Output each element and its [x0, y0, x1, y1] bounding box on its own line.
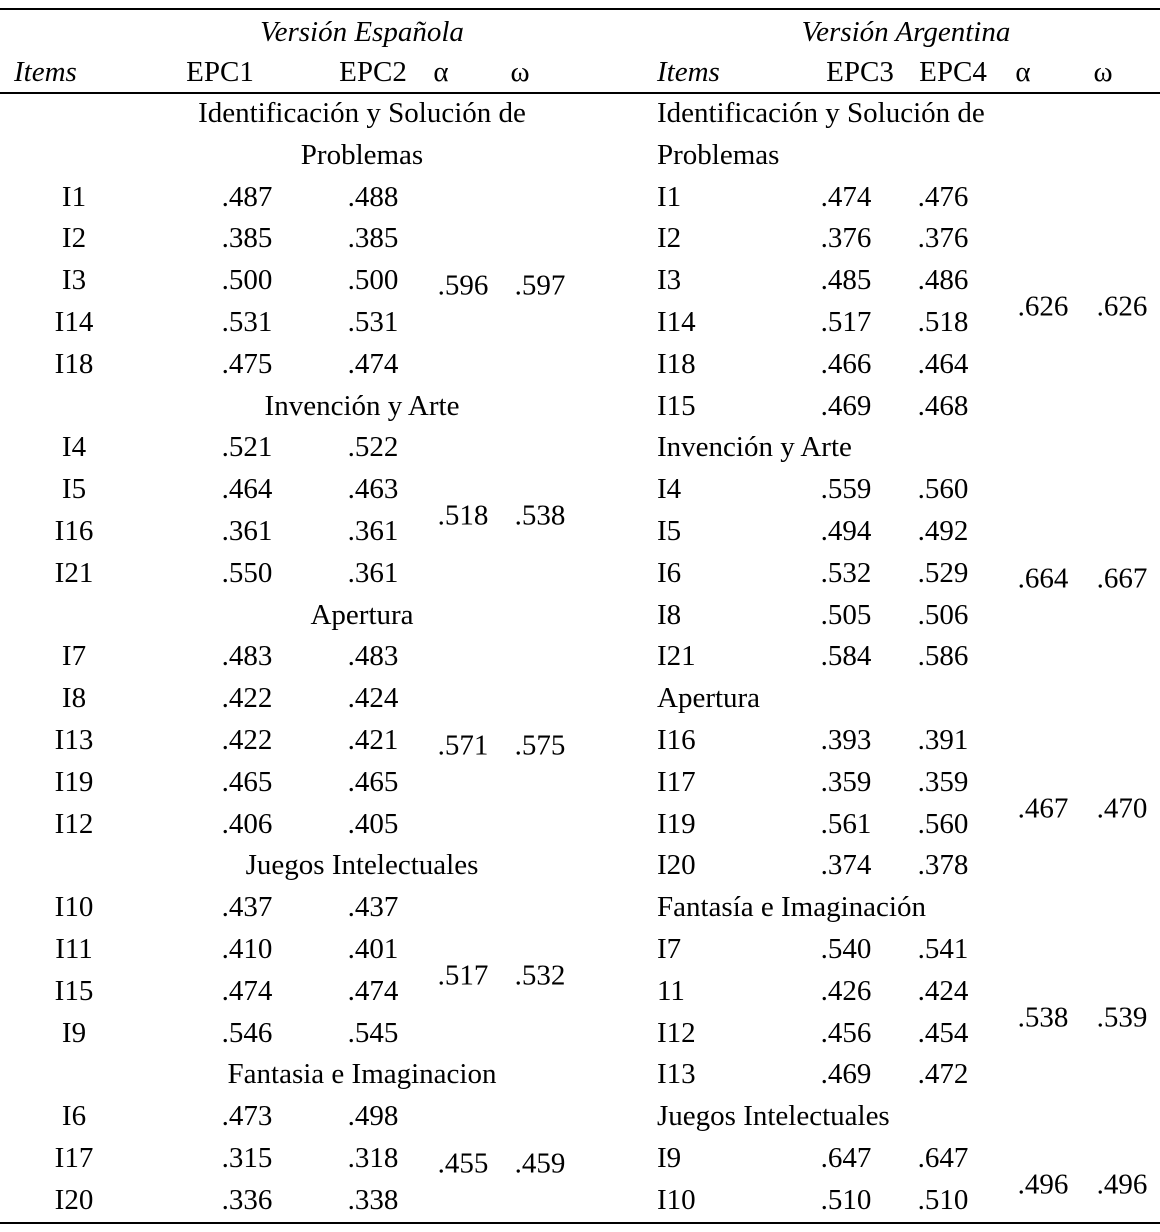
group-title: Invención y Arte — [657, 431, 852, 464]
item-label: I13 — [657, 1058, 696, 1091]
item-label: I19 — [54, 765, 94, 798]
group-title: Fantasía e Imaginación — [657, 891, 926, 924]
bottom-rule — [0, 1222, 1160, 1224]
loading-value: .410 — [221, 933, 273, 965]
item-label: I7 — [61, 640, 87, 673]
item-label: I17 — [657, 765, 696, 798]
loading-value: .506 — [917, 598, 969, 631]
loading-value: .521 — [221, 431, 273, 464]
alpha-value: .664 — [1017, 562, 1069, 595]
loading-value: .529 — [917, 556, 969, 589]
group-title: Apertura — [657, 682, 761, 715]
item-label: I7 — [657, 933, 682, 965]
loading-value: .378 — [917, 849, 969, 882]
loading-value: .465 — [347, 765, 399, 798]
item-label: I17 — [54, 1142, 94, 1174]
loading-value: .421 — [347, 724, 399, 756]
alpha-value: .571 — [437, 729, 489, 762]
group-title: Fantasia e Imaginacion — [227, 1058, 497, 1091]
item-label: I11 — [55, 933, 93, 965]
loading-value: .559 — [820, 473, 872, 506]
item-label: I15 — [54, 974, 94, 1007]
argentina-omega-header: ω — [1093, 56, 1113, 88]
group-title: Identificación y Solución de — [657, 97, 985, 129]
group-title: Problemas — [300, 138, 424, 171]
item-label: I10 — [54, 891, 94, 924]
item-label: I20 — [657, 849, 696, 882]
top-rule — [0, 8, 1160, 10]
argentina-alpha-header: α — [1015, 56, 1031, 88]
omega-value: .539 — [1096, 1001, 1148, 1034]
loading-value: .472 — [917, 1058, 969, 1091]
loading-value: .359 — [820, 765, 872, 798]
spanish-items-header: Items — [14, 56, 77, 88]
spanish-alpha-header: α — [433, 56, 449, 88]
item-label: I6 — [61, 1100, 87, 1133]
loading-value: .424 — [347, 682, 399, 715]
spanish-epc2-header: EPC2 — [339, 56, 407, 88]
group-title: Apertura — [310, 598, 414, 631]
alpha-value: .538 — [1017, 1001, 1069, 1034]
item-label: I19 — [657, 807, 696, 840]
item-label: I21 — [54, 556, 94, 589]
item-label: I4 — [61, 431, 87, 464]
loading-value: .532 — [820, 556, 872, 589]
alpha-value: .596 — [437, 269, 489, 302]
loading-value: .464 — [917, 347, 969, 380]
item-label: I9 — [61, 1016, 87, 1049]
item-label: I14 — [657, 306, 696, 338]
group-title: Invención y Arte — [264, 389, 460, 422]
loading-value: .361 — [347, 556, 399, 589]
omega-value: .496 — [1096, 1168, 1148, 1201]
item-label: I9 — [657, 1142, 682, 1174]
item-label: I2 — [657, 222, 682, 255]
loading-value: .464 — [221, 473, 273, 506]
group-title: Problemas — [657, 138, 780, 171]
loading-value: .468 — [917, 389, 969, 422]
omega-value: .597 — [514, 269, 566, 302]
loading-value: .474 — [221, 974, 273, 1007]
omega-value: .470 — [1096, 792, 1148, 825]
loading-value: .393 — [820, 724, 872, 756]
omega-value: .459 — [514, 1147, 566, 1180]
loading-value: .494 — [820, 515, 872, 547]
loading-value: .374 — [820, 849, 872, 882]
loading-value: .473 — [221, 1100, 273, 1133]
loading-value: .486 — [917, 264, 969, 297]
group-title: Juegos Intelectuales — [245, 849, 479, 882]
loading-value: .474 — [820, 180, 872, 213]
item-label: I18 — [54, 347, 94, 380]
item-label: 11 — [657, 974, 685, 1007]
omega-value: .667 — [1096, 562, 1148, 595]
loading-value: .586 — [917, 640, 969, 673]
item-label: I16 — [657, 724, 696, 756]
loading-value: .560 — [917, 473, 969, 506]
loading-value: .406 — [221, 807, 273, 840]
loading-value: .545 — [347, 1016, 399, 1049]
item-label: I5 — [61, 473, 87, 506]
item-label: I21 — [657, 640, 696, 673]
item-label: I12 — [54, 807, 94, 840]
loading-value: .531 — [221, 306, 273, 338]
loading-value: .336 — [221, 1183, 273, 1216]
alpha-value: .518 — [437, 499, 489, 532]
loading-value: .541 — [917, 933, 969, 965]
item-label: I10 — [657, 1183, 696, 1216]
loading-value: .422 — [221, 724, 273, 756]
loading-value: .487 — [221, 180, 273, 213]
item-label: I1 — [61, 180, 87, 213]
loading-value: .385 — [347, 222, 399, 255]
loading-value: .437 — [221, 891, 273, 924]
spanish-epc1-header: EPC1 — [186, 56, 254, 88]
loading-value: .540 — [820, 933, 872, 965]
loading-value: .517 — [820, 306, 872, 338]
item-label: I5 — [657, 515, 682, 547]
item-label: I8 — [61, 682, 87, 715]
loading-value: .466 — [820, 347, 872, 380]
loading-value: .531 — [347, 306, 399, 338]
loading-value: .560 — [917, 807, 969, 840]
loading-value: .405 — [347, 807, 399, 840]
loading-value: .546 — [221, 1016, 273, 1049]
loading-value: .647 — [917, 1142, 969, 1174]
loading-value: .338 — [347, 1183, 399, 1216]
argentina-epc3-header: EPC3 — [826, 56, 894, 88]
alpha-value: .517 — [437, 959, 489, 992]
loading-value: .474 — [347, 347, 399, 380]
loading-value: .318 — [347, 1142, 399, 1174]
loading-value: .522 — [347, 431, 399, 464]
spanish-version-title: Versión Española — [260, 16, 464, 48]
loading-value: .647 — [820, 1142, 872, 1174]
loading-value: .500 — [347, 264, 399, 297]
item-label: I12 — [657, 1016, 696, 1049]
alpha-value: .626 — [1017, 290, 1069, 323]
item-label: I8 — [657, 598, 682, 631]
loading-value: .550 — [221, 556, 273, 589]
omega-value: .538 — [514, 499, 566, 532]
loading-value: .376 — [820, 222, 872, 255]
loading-value: .422 — [221, 682, 273, 715]
loading-value: .359 — [917, 765, 969, 798]
alpha-value: .455 — [437, 1147, 489, 1180]
loading-value: .505 — [820, 598, 872, 631]
loading-value: .385 — [221, 222, 273, 255]
loading-value: .469 — [820, 389, 872, 422]
item-label: I6 — [657, 556, 682, 589]
item-label: I18 — [657, 347, 696, 380]
loading-value: .510 — [820, 1183, 872, 1216]
loading-value: .518 — [917, 306, 969, 338]
loading-value: .361 — [221, 515, 273, 547]
argentina-items-header: Items — [657, 56, 720, 88]
loading-value: .391 — [917, 724, 969, 756]
item-label: I15 — [657, 389, 696, 422]
loading-value: .584 — [820, 640, 872, 673]
argentina-version-title: Versión Argentina — [801, 16, 1011, 48]
loading-value: .498 — [347, 1100, 399, 1133]
loading-value: .500 — [221, 264, 273, 297]
omega-value: .626 — [1096, 290, 1148, 323]
loading-value: .475 — [221, 347, 273, 380]
item-label: I20 — [54, 1183, 94, 1216]
item-label: I1 — [657, 180, 682, 213]
loading-value: .561 — [820, 807, 872, 840]
loading-value: .437 — [347, 891, 399, 924]
loading-value: .426 — [820, 974, 872, 1007]
spanish-omega-header: ω — [510, 56, 530, 88]
group-title: Identificación y Solución de — [198, 97, 526, 129]
loading-value: .456 — [820, 1016, 872, 1049]
item-label: I4 — [657, 473, 682, 506]
item-label: I3 — [61, 264, 87, 297]
item-label: I14 — [54, 306, 94, 338]
loading-value: .474 — [347, 974, 399, 1007]
item-label: I13 — [54, 724, 94, 756]
loading-value: .483 — [347, 640, 399, 673]
loading-value: .376 — [917, 222, 969, 255]
loading-value: .488 — [347, 180, 399, 213]
loading-value: .454 — [917, 1016, 969, 1049]
argentina-epc4-header: EPC4 — [919, 56, 987, 88]
item-label: I3 — [657, 264, 682, 297]
loading-value: .401 — [347, 933, 399, 965]
omega-value: .532 — [514, 959, 566, 992]
loading-value: .361 — [347, 515, 399, 547]
loading-value: .485 — [820, 264, 872, 297]
loading-value: .463 — [347, 473, 399, 506]
loading-value: .424 — [917, 974, 969, 1007]
loading-value: .315 — [221, 1142, 273, 1174]
item-label: I2 — [61, 222, 87, 255]
alpha-value: .467 — [1017, 792, 1069, 825]
group-title: Juegos Intelectuales — [657, 1100, 890, 1133]
item-label: I16 — [54, 515, 94, 547]
loading-value: .465 — [221, 765, 273, 798]
loading-value: .492 — [917, 515, 969, 547]
loading-value: .469 — [820, 1058, 872, 1091]
loading-value: .510 — [917, 1183, 969, 1216]
header-rule — [0, 92, 1160, 94]
alpha-value: .496 — [1017, 1168, 1069, 1201]
loading-value: .483 — [221, 640, 273, 673]
loading-value: .476 — [917, 180, 969, 213]
omega-value: .575 — [514, 729, 566, 762]
